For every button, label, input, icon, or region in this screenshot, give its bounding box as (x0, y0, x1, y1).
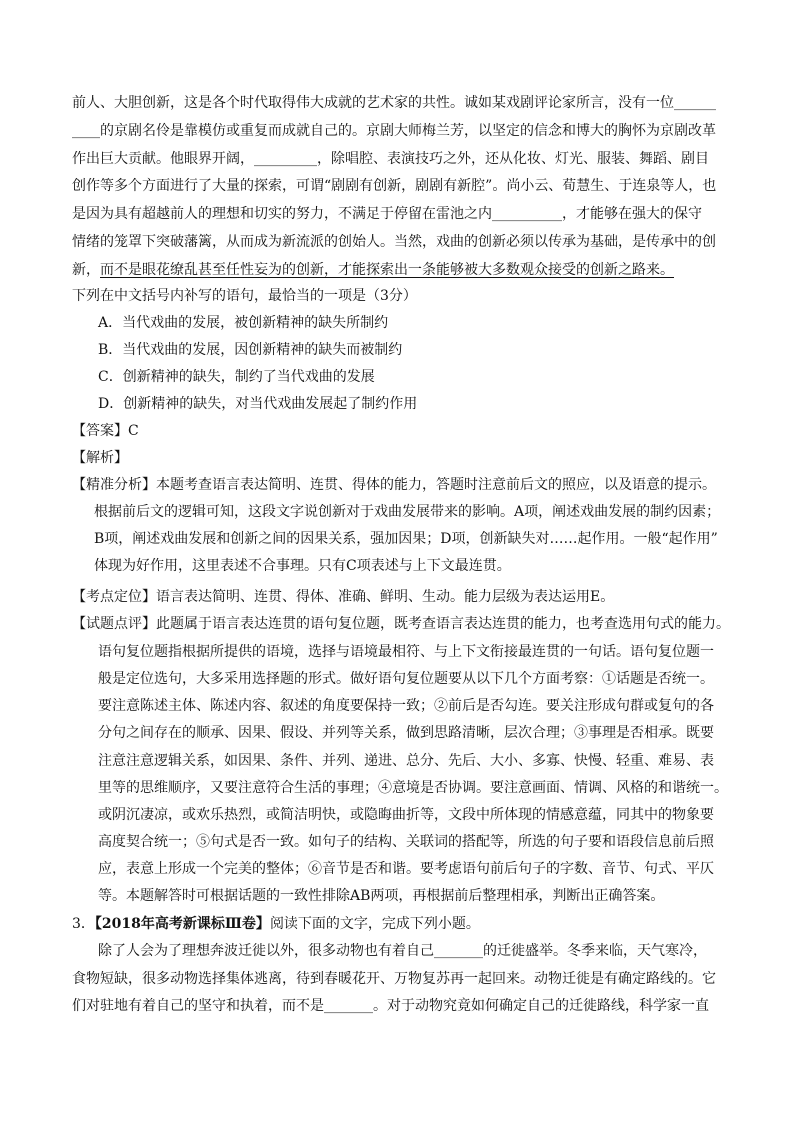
passage-line: 们对驻地有着自己的坚守和执着，而不是_______。对于动物究竟如何确定自己的迁徙路线，科学家一直 (72, 998, 709, 1014)
dianping-line: 高度契合统一；⑤句式是否一致。如句子的结构、关联词的搭配等，所选的句子要和语段信息前后照 (98, 834, 714, 850)
precise-analysis-line: 体现为好作用，这里表述不合事理。只有C项表述与上下文最连贯。 (94, 558, 511, 574)
paragraph-line: 前人、大胆创新，这是各个时代取得伟大成就的艺术家的共性。诚如某戏剧评论家所言，没有一位______ (72, 95, 716, 111)
precise-text: 本题考查语言表达简明、连贯、得体的能力，答题时注意前后文的照应，以及语意的提示。 (156, 477, 716, 493)
question-instruction: 阅读下面的文字，完成下列小题。 (269, 916, 480, 932)
precise-analysis-line: 根据前后文的逻辑可知，这段文字说创新对于戏曲发展带来的影响。A项，阐述戏曲发展的制约因素； (94, 504, 721, 520)
dianping-line: 般是定位选句，大多采用选择题的形式。做好语句复位题要从以下几个方面考察：①话题是否统一。 (98, 671, 714, 687)
kaodian-text: 语言表达简明、连贯、得体、准确、鲜明、生动。能力层级为表达运用E。 (156, 589, 615, 605)
analysis-title: 【解析】 (72, 450, 128, 466)
dianping-line: 或阴沉凄凉，或欢乐热烈，或简洁明快，或隐晦曲折等，文段中所体现的情感意蕴，同其中的物象要 (98, 807, 714, 823)
option-b: B．当代戏曲的发展，因创新精神的缺失而被制约 (98, 342, 403, 358)
paragraph-line: 情绪的笼罩下突破藩篱，从而成为新流派的创始人。当然，戏曲的创新必须以传承为基础，是传承中的创 (72, 234, 716, 250)
paragraph-text: 新， (72, 262, 100, 278)
dianping-line: 分句之间存在的顺承、因果、假设、并列等关系，做到思路清晰，层次合理；③事理是否相承。既要 (98, 725, 714, 741)
option-a: A．当代戏曲的发展，被创新精神的缺失所制约 (98, 315, 389, 331)
answer: 【答案】C (72, 423, 139, 439)
question-stem: 下列在中文括号内补写的语句，最恰当的一项是（3分） (72, 288, 417, 304)
question-source: 【2018年高考新课标Ⅲ卷】 (94, 916, 270, 932)
paragraph-line: 作出巨大贡献。他眼界开阔，_________，除唱腔、表演技巧之外，还从化妆、灯光、服装、舞蹈、剧目 (72, 151, 709, 167)
kaodian-label: 【考点定位】 (72, 589, 156, 605)
dianping-line: 应，表意上形成一个完美的整体；⑥音节是否和谐。要考虑语句前后句子的字数、音节、句式、平仄 (98, 861, 714, 877)
dianping-text: 此题属于语言表达连贯的语句复位题，既考查语言表达连贯的能力，也考查选用句式的能力。 (156, 616, 730, 632)
dianping-line: 里等的思维顺序，又要注意符合生活的事理；④意境是否协调。要注意画面、情调、风格的和谐统一。 (98, 780, 728, 796)
precise-label: 【精准分析】 (72, 477, 156, 493)
dianping-line: 等。本题解答时可根据话题的一致性排除AB两项，再根据前后整理相承，判断出正确答案。 (98, 888, 665, 904)
question-3-heading (72, 914, 480, 934)
paragraph-line (72, 260, 674, 280)
option-d: D．创新精神的缺失，对当代戏曲发展起了制约作用 (98, 396, 418, 412)
passage-line: 食物短缺，很多动物选择集体逃离，待到春暖花开、万物复苏再一起回来。动物迁徙是有确定路线的。它 (72, 971, 716, 987)
option-c: C．创新精神的缺失，制约了当代戏曲的发展 (98, 369, 375, 385)
underlined-sentence: 而不是眼花缭乱甚至任性妄为的创新，才能探索出一条能够被大多数观众接受的创新之路来。 (100, 262, 674, 278)
dianping-line: 注意注意逻辑关系，如因果、条件、并列、递进、总分、先后、大小、多寡、快慢、轻重、难易、表 (98, 753, 714, 769)
paragraph-line: ____的京剧名伶是靠模仿或重复而成就自己的。京剧大师梅兰芳，以坚定的信念和博大的胸怀为京剧改革 (72, 123, 716, 139)
precise-analysis-line (72, 475, 716, 495)
dianping-line: 语句复位题指根据所提供的语境，选择与语境最相符、与上下文衔接最连贯的一句话。语句复位题一 (98, 644, 714, 660)
kaodian-line (72, 587, 614, 607)
dianping-line (72, 614, 730, 634)
paragraph-line: 是因为具有超越前人的理想和切实的努力，不满足于停留在雷池之内__________，才能够在强大的保守 (72, 206, 702, 222)
dianping-line: 要注意陈述主体、陈述内容、叙述的角度要保持一致；②前后是否勾连。要关注形成句群或复句的各 (98, 698, 714, 714)
dianping-label: 【试题点评】 (72, 616, 156, 632)
paragraph-line: 创作等多个方面进行了大量的探索，可谓“剧剧有创新，剧剧有新腔”。尚小云、荀慧生、于连泉等人，也 (72, 178, 717, 194)
precise-analysis-line: B项，阐述戏曲发展和创新之间的因果关系，强加因果；D项，创新缺失对……起作用。一般“起作用” (94, 531, 718, 547)
passage-line: 除了人会为了理想奔波迁徙以外，很多动物也有着自己_______的迁徙盛举。冬季来临，天气寒冷， (98, 943, 707, 959)
question-number: 3． (72, 916, 95, 932)
